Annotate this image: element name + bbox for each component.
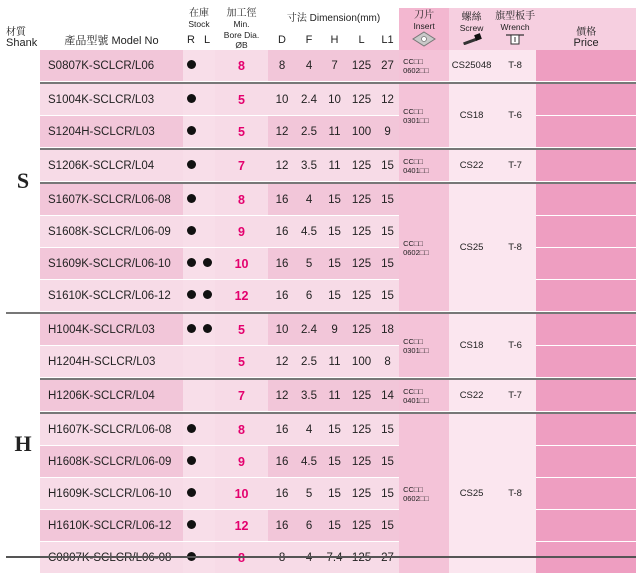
- insert-code-line1: CC□□: [403, 336, 423, 346]
- stock-header-en: Stock: [188, 18, 210, 29]
- product-spec-table: [6, 8, 636, 574]
- table-row: [6, 542, 636, 574]
- table-bottom-rule: [6, 556, 636, 558]
- dim-f: 6: [296, 280, 322, 312]
- stock-r-cell: [183, 478, 199, 510]
- stock-l-cell: [199, 542, 215, 574]
- insert-code-line2: 0602□□: [403, 65, 429, 75]
- dim-h: 15: [322, 510, 347, 542]
- stock-r-cell: [183, 182, 199, 216]
- dim-l: 125: [347, 478, 376, 510]
- dim-col-f: F: [296, 29, 322, 50]
- price-cell: [536, 346, 636, 378]
- price-cell: [536, 216, 636, 248]
- screw-header-cn: 螺絲: [461, 11, 482, 23]
- insert-header-cn: 刀片: [414, 9, 435, 21]
- model-header: 產品型號 Model No: [40, 8, 183, 50]
- in-stock-dot-icon: [203, 290, 212, 299]
- dim-f: 6: [296, 510, 322, 542]
- stock-l-cell: [199, 346, 215, 378]
- price-header-en: Price: [573, 37, 599, 49]
- dim-f: 3.5: [296, 148, 322, 182]
- insert-code-line1: CC□□: [403, 156, 423, 166]
- dim-l1: 15: [376, 148, 399, 182]
- dimension-header: 寸法 Dimension(mm): [268, 8, 399, 29]
- dim-d: 16: [268, 280, 296, 312]
- dim-h: 15: [322, 478, 347, 510]
- dim-l1: 15: [376, 248, 399, 280]
- stock-l-cell: [199, 182, 215, 216]
- stock-r-cell: [183, 248, 199, 280]
- dim-h: 11: [322, 148, 347, 182]
- in-stock-dot-icon: [187, 126, 196, 135]
- dim-l1: 12: [376, 82, 399, 116]
- insert-code: [399, 182, 449, 312]
- stock-l-header: L: [199, 29, 215, 50]
- price-cell: [536, 478, 636, 510]
- dim-d: 16: [268, 216, 296, 248]
- stock-l-cell: [199, 50, 215, 82]
- wrench-code: T-8: [494, 182, 536, 312]
- dim-d: 10: [268, 312, 296, 346]
- model-number: S1004K-SCLCR/L03: [40, 82, 183, 116]
- dim-l1: 8: [376, 346, 399, 378]
- price-header-cn: 價格: [576, 27, 597, 38]
- dim-f: 4: [296, 182, 322, 216]
- stock-l-cell: [199, 216, 215, 248]
- bore-header: [215, 8, 268, 29]
- dim-l1: 15: [376, 510, 399, 542]
- stock-l-cell: [199, 446, 215, 478]
- screw-code: CS18: [449, 82, 494, 148]
- dim-l1: 18: [376, 312, 399, 346]
- stock-header-cn: 在庫: [189, 7, 209, 19]
- stock-r-cell: [183, 378, 199, 412]
- dim-l1: 15: [376, 182, 399, 216]
- price-cell: [536, 116, 636, 148]
- in-stock-dot-icon: [187, 424, 196, 433]
- stock-l-cell: [199, 116, 215, 148]
- insert-code: [399, 148, 449, 182]
- bore-header-cn: 加工徑: [226, 7, 257, 19]
- min-bore-diameter: 8: [215, 182, 268, 216]
- in-stock-dot-icon: [187, 488, 196, 497]
- stock-r-cell: [183, 50, 199, 82]
- table-row: [6, 50, 636, 82]
- price-cell: [536, 280, 636, 312]
- stock-l-cell: [199, 82, 215, 116]
- screw-code: CS25048: [449, 50, 494, 82]
- dim-l: 125: [347, 50, 376, 82]
- wrench-header-cn: 旗型板手: [495, 10, 536, 22]
- shank-group-label: H: [6, 312, 40, 574]
- dim-l1: 15: [376, 216, 399, 248]
- dim-col-h: H: [322, 29, 347, 50]
- dim-f: 4: [296, 50, 322, 82]
- table-body: [6, 50, 636, 574]
- model-number: S1607K-SCLCR/L06-08: [40, 182, 183, 216]
- dim-d: 16: [268, 182, 296, 216]
- model-number: H1610K-SCLCR/L06-12: [40, 510, 183, 542]
- model-number: S1609K-SCLCR/L06-10: [40, 248, 183, 280]
- min-bore-diameter: 7: [215, 378, 268, 412]
- dim-l: 125: [347, 148, 376, 182]
- dim-d: 16: [268, 478, 296, 510]
- min-bore-diameter: 5: [215, 346, 268, 378]
- min-bore-diameter: 12: [215, 280, 268, 312]
- stock-header: [183, 8, 215, 29]
- dim-h: 9: [322, 312, 347, 346]
- dim-d: 10: [268, 82, 296, 116]
- wrench-code: T-7: [494, 148, 536, 182]
- dim-d: 12: [268, 378, 296, 412]
- price-cell: [536, 312, 636, 346]
- in-stock-dot-icon: [203, 258, 212, 267]
- stock-r-cell: [183, 312, 199, 346]
- wrench-icon: [504, 32, 526, 46]
- screw-code: CS22: [449, 148, 494, 182]
- dim-h: 10: [322, 82, 347, 116]
- screw-code: CS25: [449, 412, 494, 574]
- price-cell: [536, 50, 636, 82]
- dim-l: 125: [347, 280, 376, 312]
- stock-l-cell: [199, 478, 215, 510]
- insert-code-line2: 0401□□: [403, 165, 429, 175]
- model-number: S1608K-SCLCR/L06-09: [40, 216, 183, 248]
- stock-r-cell: [183, 446, 199, 478]
- in-stock-dot-icon: [187, 94, 196, 103]
- min-bore-diameter: 10: [215, 478, 268, 510]
- screw-code: CS22: [449, 378, 494, 412]
- table-row: [6, 446, 636, 478]
- stock-l-cell: [199, 378, 215, 412]
- dim-d: 16: [268, 446, 296, 478]
- dim-l: 125: [347, 378, 376, 412]
- min-bore-diameter: 12: [215, 510, 268, 542]
- model-number: H1608K-SCLCR/L06-09: [40, 446, 183, 478]
- stock-r-cell: [183, 542, 199, 574]
- shank-group-label: S: [6, 50, 40, 312]
- wrench-header: [494, 8, 536, 50]
- table-row: [6, 412, 636, 446]
- dim-f: [296, 542, 322, 574]
- in-stock-dot-icon: [187, 290, 196, 299]
- price-cell: [536, 182, 636, 216]
- stock-r-cell: [183, 148, 199, 182]
- dim-d: 16: [268, 510, 296, 542]
- insert-code: [399, 82, 449, 148]
- in-stock-dot-icon: [187, 160, 196, 169]
- stock-l-cell: [199, 248, 215, 280]
- in-stock-dot-icon: [187, 60, 196, 69]
- dim-h: 15: [322, 248, 347, 280]
- top-cutoff-strip: [0, 0, 640, 8]
- price-cell: [536, 248, 636, 280]
- dim-l1: 14: [376, 378, 399, 412]
- dim-f: 4: [296, 412, 322, 446]
- shank-header: [6, 8, 40, 50]
- in-stock-dot-icon: [187, 456, 196, 465]
- table-row: [6, 346, 636, 378]
- dim-d: 12: [268, 346, 296, 378]
- dim-d: 12: [268, 148, 296, 182]
- min-bore-diameter: 9: [215, 446, 268, 478]
- dim-col-l: L: [347, 29, 376, 50]
- table-row: [6, 116, 636, 148]
- dim-l: [347, 542, 376, 574]
- model-number: H1206K-SCLCR/L04: [40, 378, 183, 412]
- dim-col-l1: L1: [376, 29, 399, 50]
- model-number: H1004K-SCLCR/L03: [40, 312, 183, 346]
- insert-code-line2: 0602□□: [403, 493, 429, 503]
- model-number: H1609K-SCLCR/L06-10: [40, 478, 183, 510]
- min-bore-diameter: 9: [215, 216, 268, 248]
- dim-f: 2.4: [296, 82, 322, 116]
- dim-l: 125: [347, 312, 376, 346]
- stock-r-cell: [183, 82, 199, 116]
- price-cell: [536, 542, 636, 574]
- insert-header: [399, 8, 449, 50]
- dim-f: 4.5: [296, 446, 322, 478]
- dim-l: 125: [347, 248, 376, 280]
- stock-r-cell: [183, 346, 199, 378]
- min-bore-diameter: 10: [215, 248, 268, 280]
- stock-l-cell: [199, 280, 215, 312]
- price-header: [536, 8, 636, 50]
- price-cell: [536, 148, 636, 182]
- dim-h: 15: [322, 412, 347, 446]
- dim-f: 5: [296, 478, 322, 510]
- price-cell: [536, 446, 636, 478]
- stock-l-cell: [199, 412, 215, 446]
- stock-r-cell: [183, 116, 199, 148]
- stock-l-cell: [199, 148, 215, 182]
- dim-h: [322, 542, 347, 574]
- dim-f: 4.5: [296, 216, 322, 248]
- min-bore-diameter: 5: [215, 82, 268, 116]
- stock-r-cell: [183, 412, 199, 446]
- table-row: [6, 378, 636, 412]
- wrench-header-en: Wrench: [500, 21, 530, 32]
- model-number: S1204H-SCLCR/L03: [40, 116, 183, 148]
- insert-code: [399, 412, 449, 574]
- dim-l1: 15: [376, 478, 399, 510]
- insert-rhombus-icon: [412, 31, 436, 47]
- wrench-code: T-8: [494, 50, 536, 82]
- min-bore-diameter: 5: [215, 312, 268, 346]
- insert-code-line1: CC□□: [403, 484, 423, 494]
- stock-l-cell: [199, 312, 215, 346]
- table-row: [6, 82, 636, 116]
- table-row: [6, 312, 636, 346]
- dim-h: 11: [322, 116, 347, 148]
- min-bore-diameter: [215, 542, 268, 574]
- table-row: [6, 478, 636, 510]
- min-bore-diameter: 8: [215, 50, 268, 82]
- in-stock-dot-icon: [187, 324, 196, 333]
- shank-header-cn: 材質: [6, 27, 26, 38]
- dim-col-d: D: [268, 29, 296, 50]
- wrench-code: T-7: [494, 378, 536, 412]
- price-cell: [536, 82, 636, 116]
- table-row: [6, 216, 636, 248]
- price-cell: [536, 510, 636, 542]
- insert-code: [399, 50, 449, 82]
- screw-icon: [461, 33, 483, 45]
- insert-code: [399, 378, 449, 412]
- dim-l1: [376, 542, 399, 574]
- model-number: S1610K-SCLCR/L06-12: [40, 280, 183, 312]
- table-row: [6, 148, 636, 182]
- dim-h: 11: [322, 378, 347, 412]
- insert-code-line1: CC□□: [403, 56, 423, 66]
- screw-code: CS18: [449, 312, 494, 378]
- dim-h: 15: [322, 216, 347, 248]
- stock-r-header: R: [183, 29, 199, 50]
- dim-h: 11: [322, 346, 347, 378]
- bore-header-sym: ØB: [235, 39, 248, 50]
- bore-header-min: Min.: [233, 18, 250, 29]
- dim-d: 8: [268, 50, 296, 82]
- dim-l: 125: [347, 182, 376, 216]
- wrench-code: T-8: [494, 412, 536, 574]
- model-number: S1206K-SCLCR/L04: [40, 148, 183, 182]
- dim-l: 125: [347, 412, 376, 446]
- dim-l: 125: [347, 446, 376, 478]
- dim-f: 3.5: [296, 378, 322, 412]
- dim-l: 100: [347, 346, 376, 378]
- dim-d: 16: [268, 412, 296, 446]
- dim-h: 7: [322, 50, 347, 82]
- dim-l: 100: [347, 116, 376, 148]
- insert-header-en: Insert: [413, 20, 435, 31]
- in-stock-dot-icon: [187, 226, 196, 235]
- table-header: [6, 8, 636, 50]
- stock-r-cell: [183, 510, 199, 542]
- dim-f: 2.5: [296, 346, 322, 378]
- price-cell: [536, 412, 636, 446]
- in-stock-dot-icon: [203, 324, 212, 333]
- dim-l1: 9: [376, 116, 399, 148]
- min-bore-diameter: 7: [215, 148, 268, 182]
- dim-l: 125: [347, 82, 376, 116]
- min-bore-diameter: 8: [215, 412, 268, 446]
- model-number: H1204H-SCLCR/L03: [40, 346, 183, 378]
- insert-code-line2: 0401□□: [403, 395, 429, 405]
- table-row: [6, 182, 636, 216]
- wrench-code: T-6: [494, 82, 536, 148]
- dim-l1: 15: [376, 280, 399, 312]
- shank-header-en: Shank: [6, 37, 38, 49]
- insert-code-line1: CC□□: [403, 106, 423, 116]
- dim-l1: 27: [376, 50, 399, 82]
- insert-code-line1: CC□□: [403, 386, 423, 396]
- model-number: [40, 542, 183, 574]
- dim-l: 125: [347, 510, 376, 542]
- dim-l1: 15: [376, 446, 399, 478]
- dim-f: 5: [296, 248, 322, 280]
- min-bore-diameter: 5: [215, 116, 268, 148]
- in-stock-dot-icon: [187, 194, 196, 203]
- insert-code-line1: CC□□: [403, 238, 423, 248]
- screw-header: [449, 8, 494, 50]
- bore-header-en: Bore Dia.: [223, 29, 260, 40]
- insert-code-line2: 0301□□: [403, 115, 429, 125]
- price-cell: [536, 378, 636, 412]
- dim-h: 15: [322, 446, 347, 478]
- model-number: S0807K-SCLCR/L06: [40, 50, 183, 82]
- insert-code: [399, 312, 449, 378]
- dim-l: 125: [347, 216, 376, 248]
- insert-code-line2: 0602□□: [403, 247, 429, 257]
- model-number: H1607K-SCLCR/L06-08: [40, 412, 183, 446]
- table-row: [6, 280, 636, 312]
- stock-l-cell: [199, 510, 215, 542]
- in-stock-dot-icon: [187, 520, 196, 529]
- stock-r-cell: [183, 280, 199, 312]
- dim-h: 15: [322, 182, 347, 216]
- screw-header-en: Screw: [459, 22, 484, 33]
- dim-d: 12: [268, 116, 296, 148]
- table-row: [6, 248, 636, 280]
- dim-f: 2.4: [296, 312, 322, 346]
- dim-d: [268, 542, 296, 574]
- insert-code-line2: 0301□□: [403, 345, 429, 355]
- dim-l1: 15: [376, 412, 399, 446]
- dim-d: 16: [268, 248, 296, 280]
- dim-f: 2.5: [296, 116, 322, 148]
- screw-code: CS25: [449, 182, 494, 312]
- bore-sub-header: [215, 29, 268, 50]
- table-row: [6, 510, 636, 542]
- wrench-code: T-6: [494, 312, 536, 378]
- stock-r-cell: [183, 216, 199, 248]
- in-stock-dot-icon: [187, 258, 196, 267]
- dim-h: 15: [322, 280, 347, 312]
